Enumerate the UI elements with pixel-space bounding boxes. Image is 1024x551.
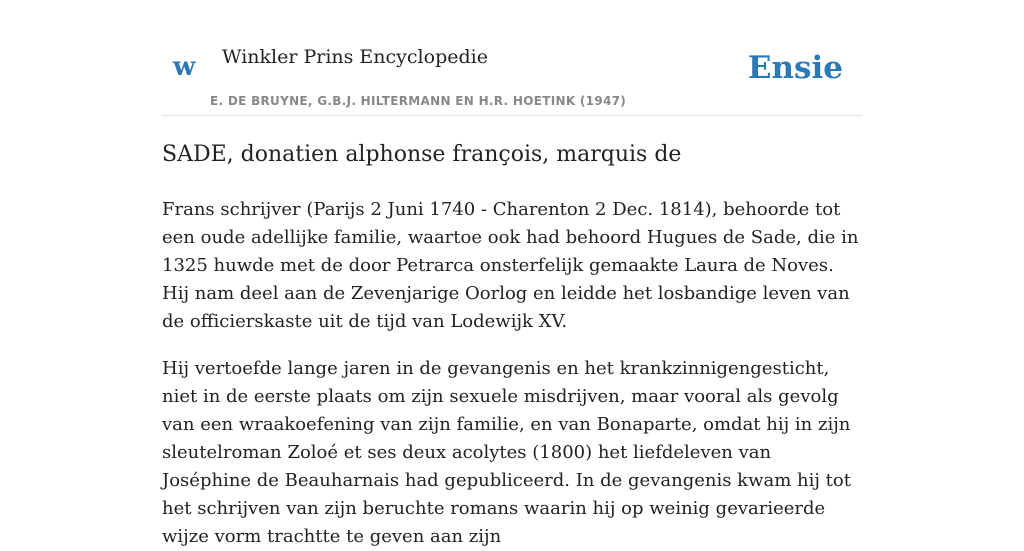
- publication-title[interactable]: Winkler Prins Encyclopedie: [222, 46, 488, 68]
- article-body: [162, 196, 862, 551]
- winkler-prins-logo[interactable]: w: [173, 52, 196, 82]
- header: [162, 0, 862, 116]
- article-paragraph: Frans schrijver (Parijs 2 Juni 1740 - Charenton 2 Dec. 1814), behoorde tot een oude adellijke familie, waartoe ook had behoord Hugues de Sade, die in 1325 huwde met de door Petrarca onsterfelijk gemaakte Laura de Noves. Hij nam deel aan de Zevenjarige Oorlog en leidde het losbandige leven van de officierskaste uit de tijd van Lodewijk XV.: [162, 199, 859, 332]
- publication-authors: E. DE BRUYNE, G.B.J. HILTERMANN EN H.R. HOETINK (1947): [210, 94, 627, 108]
- article-title: SADE, donatien alphonse françois, marquis de: [162, 142, 682, 167]
- article-page: [162, 0, 862, 551]
- ensie-brand-link[interactable]: Ensie: [747, 50, 843, 86]
- article-paragraph: Hij vertoefde lange jaren in de gevangenis en het krankzinnigengesticht, niet in de eerste plaats om zijn sexuele misdrijven, maar vooral als gevolg van een wraakoefening van zijn familie, en van Bonaparte, omdat hij in zijn sleutelroman Zoloé et ses deux acolytes (1800) het liefdeleven van Joséphine de Beauharnais had gepubliceerd. In de gevangenis kwam hij tot het schrijven van zijn beruchte romans waarin hij op weinig gevarieerde wijze vorm trachtte te geven aan zijn: [162, 358, 851, 547]
